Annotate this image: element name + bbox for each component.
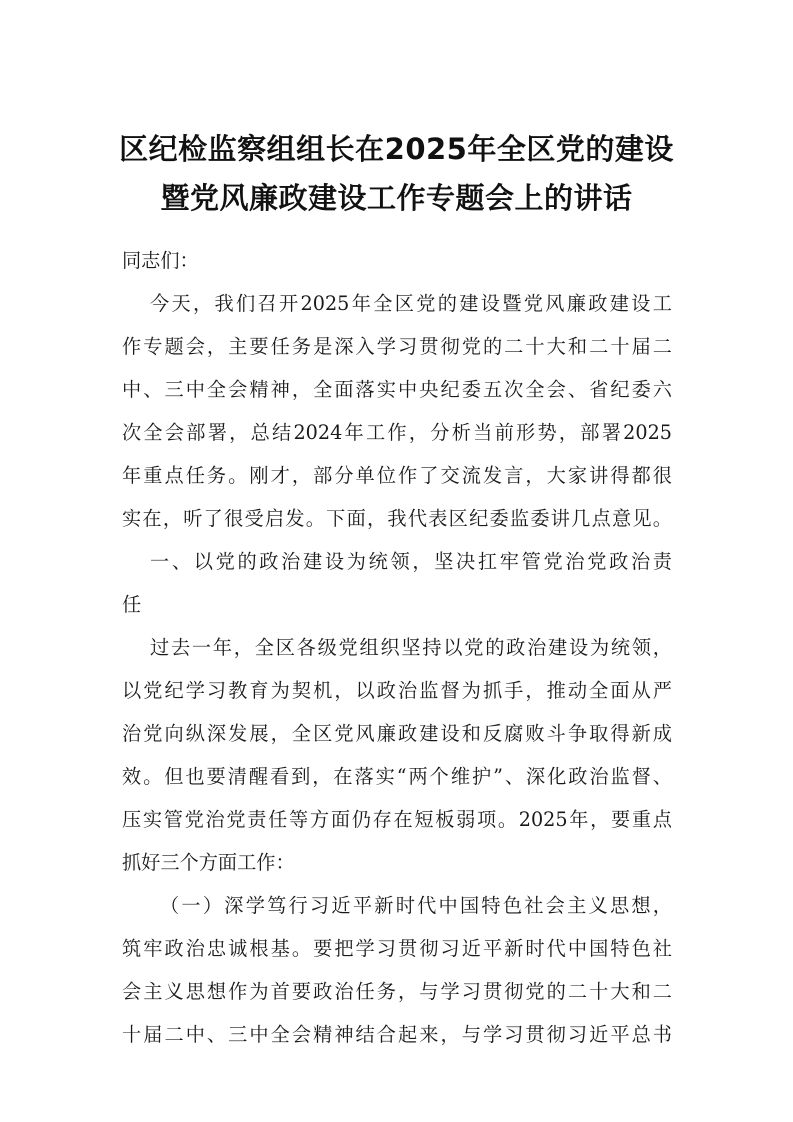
paragraph-3-line: （一）深学笃行习近平新时代中国特色社会主义思想， xyxy=(160,894,672,917)
paragraph-2-line: 抓好三个方面工作： xyxy=(122,851,295,874)
section-1-heading-line: 任 xyxy=(122,593,142,616)
paragraph-3-line: 十届二中、三中全会精神结合起来，与学习贯彻习近平总书 xyxy=(122,1023,672,1046)
paragraph-2-line: 治党向纵深发展，全区党风廉政建设和反腐败斗争取得新成 xyxy=(122,722,672,745)
document-title-line-2: 暨党风廉政建设工作专题会上的讲话 xyxy=(160,181,633,215)
paragraph-1-line: 年重点任务。刚才，部分单位作了交流发言，大家讲得都很 xyxy=(122,464,672,487)
paragraph-1-line: 今天，我们召开2025年全区党的建设暨党风廉政建设工 xyxy=(150,292,672,315)
section-1-heading-line: 一、以党的政治建设为统领，坚决扛牢管党治党政治责 xyxy=(150,550,672,573)
paragraph-3-line: 筑牢政治忠诚根基。要把学习贯彻习近平新时代中国特色社 xyxy=(122,937,672,960)
greeting: 同志们： xyxy=(122,249,199,272)
paragraph-1-line: 作专题会，主要任务是深入学习贯彻党的二十大和二十届二 xyxy=(122,335,672,358)
paragraph-1-line: 实在，听了很受启发。下面，我代表区纪委监委讲几点意见。 xyxy=(122,507,672,530)
paragraph-3-line: 会主义思想作为首要政治任务，与学习贯彻党的二十大和二 xyxy=(122,980,672,1003)
paragraph-2-line: 以党纪学习教育为契机，以政治监督为抓手，推动全面从严 xyxy=(122,679,672,702)
paragraph-2-line: 压实管党治党责任等方面仍存在短板弱项。2025年，要重点 xyxy=(122,808,672,831)
paragraph-1-line: 次全会部署，总结2024年工作，分析当前形势，部署2025 xyxy=(122,421,672,444)
paragraph-2-line: 效。但也要清醒看到，在落实“两个维护”、深化政治监督、 xyxy=(122,765,672,788)
paragraph-2-line: 过去一年，全区各级党组织坚持以党的政治建设为统领， xyxy=(150,636,672,659)
paragraph-1-line: 中、三中全会精神，全面落实中央纪委五次全会、省纪委六 xyxy=(122,378,672,401)
document-title-line-1: 区纪检监察组组长在2025年全区党的建设 xyxy=(119,132,674,166)
